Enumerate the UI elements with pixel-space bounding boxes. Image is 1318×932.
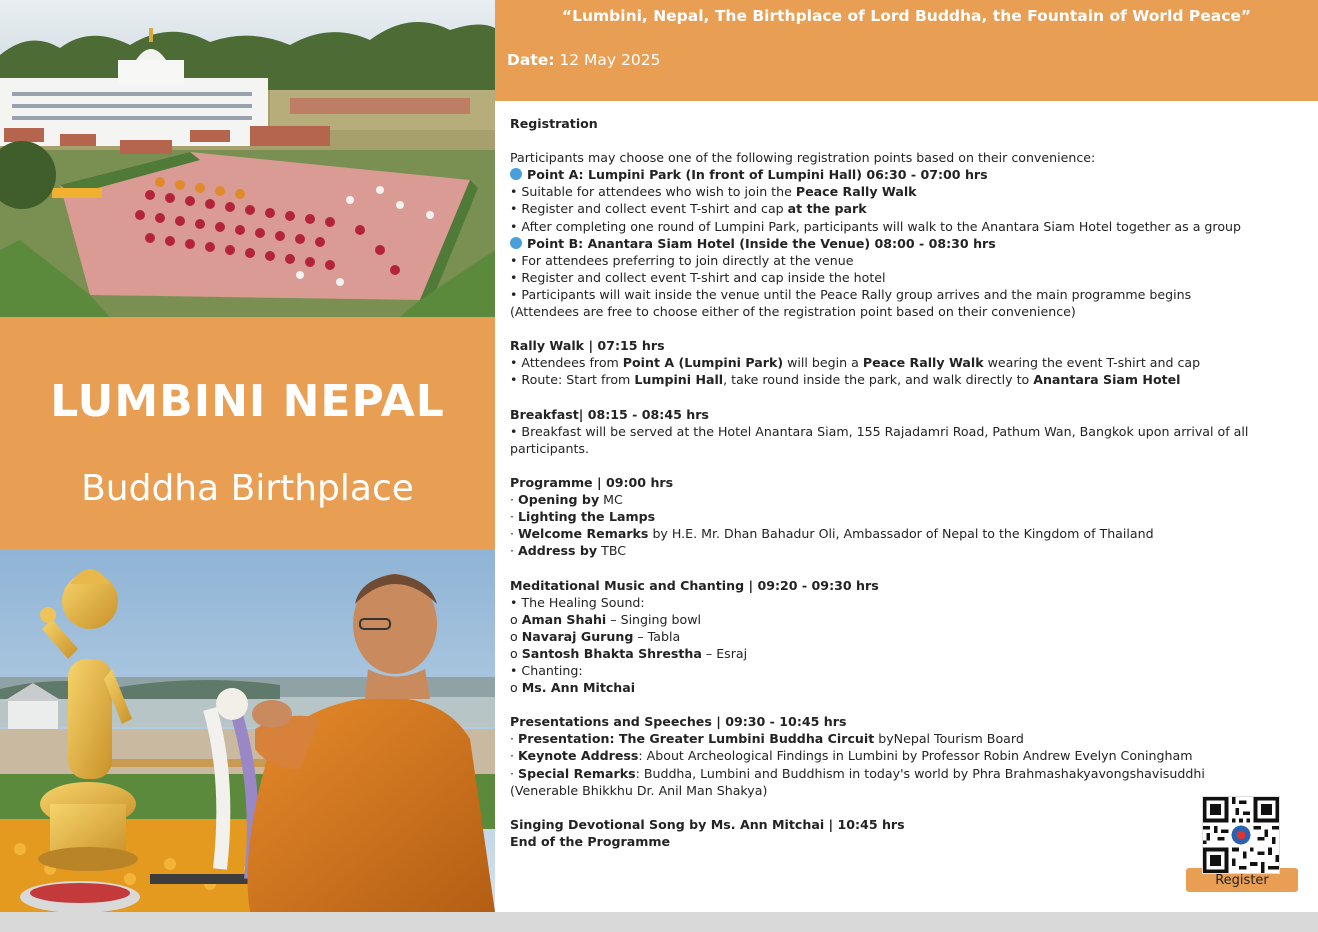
programme-heading: Programme | 09:00 hrs xyxy=(510,474,674,490)
presentation-2-rest: : Buddha, Lumbini and Buddhism in today's world by Phra Brahmashakyavongshavisuddhi xyxy=(635,765,1205,781)
music-chanting-label: • Chanting: xyxy=(510,663,583,678)
rally-l1-a: • Attendees from xyxy=(510,355,623,371)
date-label: Date: xyxy=(507,51,555,69)
date-value: 12 May 2025 xyxy=(559,51,661,69)
programme-details xyxy=(510,115,1310,850)
register-label[interactable]: Register xyxy=(1215,873,1269,888)
register-qr[interactable] xyxy=(1186,796,1298,900)
presentation-0-rest: byNepal Tourism Board xyxy=(874,731,1024,747)
blue-dot-icon xyxy=(510,237,522,249)
breakfast-heading: Breakfast| 08:15 - 08:45 hrs xyxy=(510,406,709,422)
rally-l2-d: Anantara Siam Hotel xyxy=(1033,372,1181,388)
programme-item: · Lighting the Lamps xyxy=(510,509,656,525)
rally-heading: Rally Walk | 07:15 hrs xyxy=(510,338,665,354)
programme-item-3-bold: Address by xyxy=(518,543,598,559)
rally-l2-c: , take round inside the park, and walk directly to xyxy=(723,372,1034,388)
breakfast-text: • Breakfast will be served at the Hotel Anantara Siam, 155 Rajadamri Road, Pathum Wan, Bangkok upon arrival of all participants. xyxy=(510,423,1249,456)
closing-song: Singing Devotional Song by Ms. Ann Mitchai | 10:45 hrs xyxy=(510,816,905,832)
point-a-b1-text: • Suitable for attendees who wish to join the xyxy=(510,184,796,200)
chanter-item: o Ms. Ann Mitchai xyxy=(510,680,636,696)
event-title: “Lumbini, Nepal, The Birthplace of Lord Buddha, the Fountain of World Peace” xyxy=(561,7,1252,25)
programme-item: · Welcome Remarks by H.E. Mr. Dhan Bahadur Oli, Ambassador of Nepal to the Kingdom of Thailand xyxy=(510,526,1154,542)
presentations-note: (Venerable Bhikkhu Dr. Anil Man Shakya) xyxy=(510,782,768,798)
performer-2-name: Santosh Bhakta Shrestha xyxy=(521,645,702,661)
point-b-title xyxy=(510,235,1310,252)
rally-l2-b: Lumpini Hall xyxy=(634,372,724,388)
point-a-title xyxy=(510,166,1310,183)
title-banner xyxy=(0,317,495,549)
rally-l1-d: Peace Rally Walk xyxy=(862,355,984,371)
point-a-b2-text: • Register and collect event T-shirt and cap xyxy=(510,201,788,217)
programme-item: · Address by TBC xyxy=(510,543,627,559)
point-b-bullet-2: • Register and collect event T-shirt and cap inside the hotel xyxy=(510,269,886,285)
point-b-bullet-3: • Participants will wait inside the venue until the Peace Rally group arrives and the main programme begins xyxy=(510,286,1192,302)
presentation-item: · Keynote Address: About Archeological Findings in Lumbini by Professor Robin Andrew Evelyn Coningham xyxy=(510,748,1193,764)
presentation-1-rest: : About Archeological Findings in Lumbini by Professor Robin Andrew Evelyn Coningham xyxy=(638,748,1193,764)
point-a-title-text: Point A: Lumpini Park (In front of Lumpini Hall) 06:30 - 07:00 hrs xyxy=(527,167,988,183)
performer-item: o Navaraj Gurung – Tabla xyxy=(510,628,681,644)
qr-code-icon[interactable] xyxy=(1202,796,1280,874)
point-a-bullet-1 xyxy=(510,183,1310,200)
blue-dot-icon xyxy=(510,168,522,180)
performer-1-instrument: – Tabla xyxy=(633,628,681,644)
programme-item-0-bold: Opening by xyxy=(518,492,600,508)
presentation-item: · Special Remarks: Buddha, Lumbini and Buddhism in today's world by Phra Brahmashakyavongshavisuddhi xyxy=(510,765,1205,781)
closing-end: End of the Programme xyxy=(510,833,670,849)
music-heading: Meditational Music and Chanting | 09:20 - 09:30 hrs xyxy=(510,577,879,593)
rally-l1-e: wearing the event T-shirt and cap xyxy=(983,355,1201,371)
presentation-1-bold: Keynote Address xyxy=(518,748,639,764)
programme-item-3-rest: TBC xyxy=(597,543,627,559)
performer-2-instrument: – Esraj xyxy=(701,645,748,661)
presentation-item: · Presentation: The Greater Lumbini Buddha Circuit byNepal Tourism Board xyxy=(510,731,1024,747)
rally-line-2 xyxy=(510,371,1310,388)
event-date xyxy=(507,50,660,70)
presentation-2-bold: Special Remarks xyxy=(518,765,636,781)
banner-subtitle: Buddha Birthplace xyxy=(81,468,414,509)
performer-item: o Santosh Bhakta Shrestha – Esraj xyxy=(510,645,748,661)
point-a-b1-bold: Peace Rally Walk xyxy=(795,184,917,200)
point-a-bullet-2 xyxy=(510,200,1310,217)
performer-0-instrument: – Singing bowl xyxy=(606,611,702,627)
bottom-strip xyxy=(0,912,1318,932)
programme-item-0-rest: MC xyxy=(599,492,623,508)
programme-item-2-bold: Welcome Remarks xyxy=(518,526,649,542)
registration-heading: Registration xyxy=(510,116,598,131)
registration-intro: Participants may choose one of the following registration points based on their convenience: xyxy=(510,150,1096,166)
golden-buddha-monk-photo xyxy=(0,549,495,912)
point-a-bullet-3: • After completing one round of Lumpini Park, participants will walk to the Anantara Siam Hotel together as a group xyxy=(510,218,1242,234)
programme-item-2-rest: by H.E. Mr. Dhan Bahadur Oli, Ambassador of Nepal to the Kingdom of Thailand xyxy=(648,526,1154,542)
performer-0-name: Aman Shahi xyxy=(521,611,607,627)
performer-1-name: Navaraj Gurung xyxy=(521,628,634,644)
rally-line-1 xyxy=(510,354,1310,371)
chanter-name: Ms. Ann Mitchai xyxy=(521,680,636,696)
maya-devi-temple-photo xyxy=(0,0,495,317)
rally-l2-a: • Route: Start from xyxy=(510,372,635,388)
presentations-heading: Presentations and Speeches | 09:30 - 10:45 hrs xyxy=(510,714,847,730)
point-b-bullet-1: • For attendees preferring to join directly at the venue xyxy=(510,252,854,268)
presentation-0-bold: Presentation: The Greater Lumbini Buddha Circuit xyxy=(518,731,875,747)
point-b-title-text: Point B: Anantara Siam Hotel (Inside the Venue) 08:00 - 08:30 hrs xyxy=(527,235,996,251)
registration-note: (Attendees are free to choose either of the registration point based on their convenience) xyxy=(510,304,1076,320)
performer-item: o Aman Shahi – Singing bowl xyxy=(510,611,702,627)
left-column xyxy=(0,0,495,912)
rally-l1-b: Point A (Lumpini Park) xyxy=(622,355,784,371)
event-header xyxy=(495,0,1318,101)
programme-item-1-bold: Lighting the Lamps xyxy=(518,509,656,525)
music-healing-label: • The Healing Sound: xyxy=(510,594,645,610)
programme-item: · Opening by MC xyxy=(510,492,623,508)
rally-l1-c: will begin a xyxy=(783,355,863,371)
banner-title: LUMBINI NEPAL xyxy=(50,376,445,427)
point-a-b2-bold: at the park xyxy=(787,201,867,217)
